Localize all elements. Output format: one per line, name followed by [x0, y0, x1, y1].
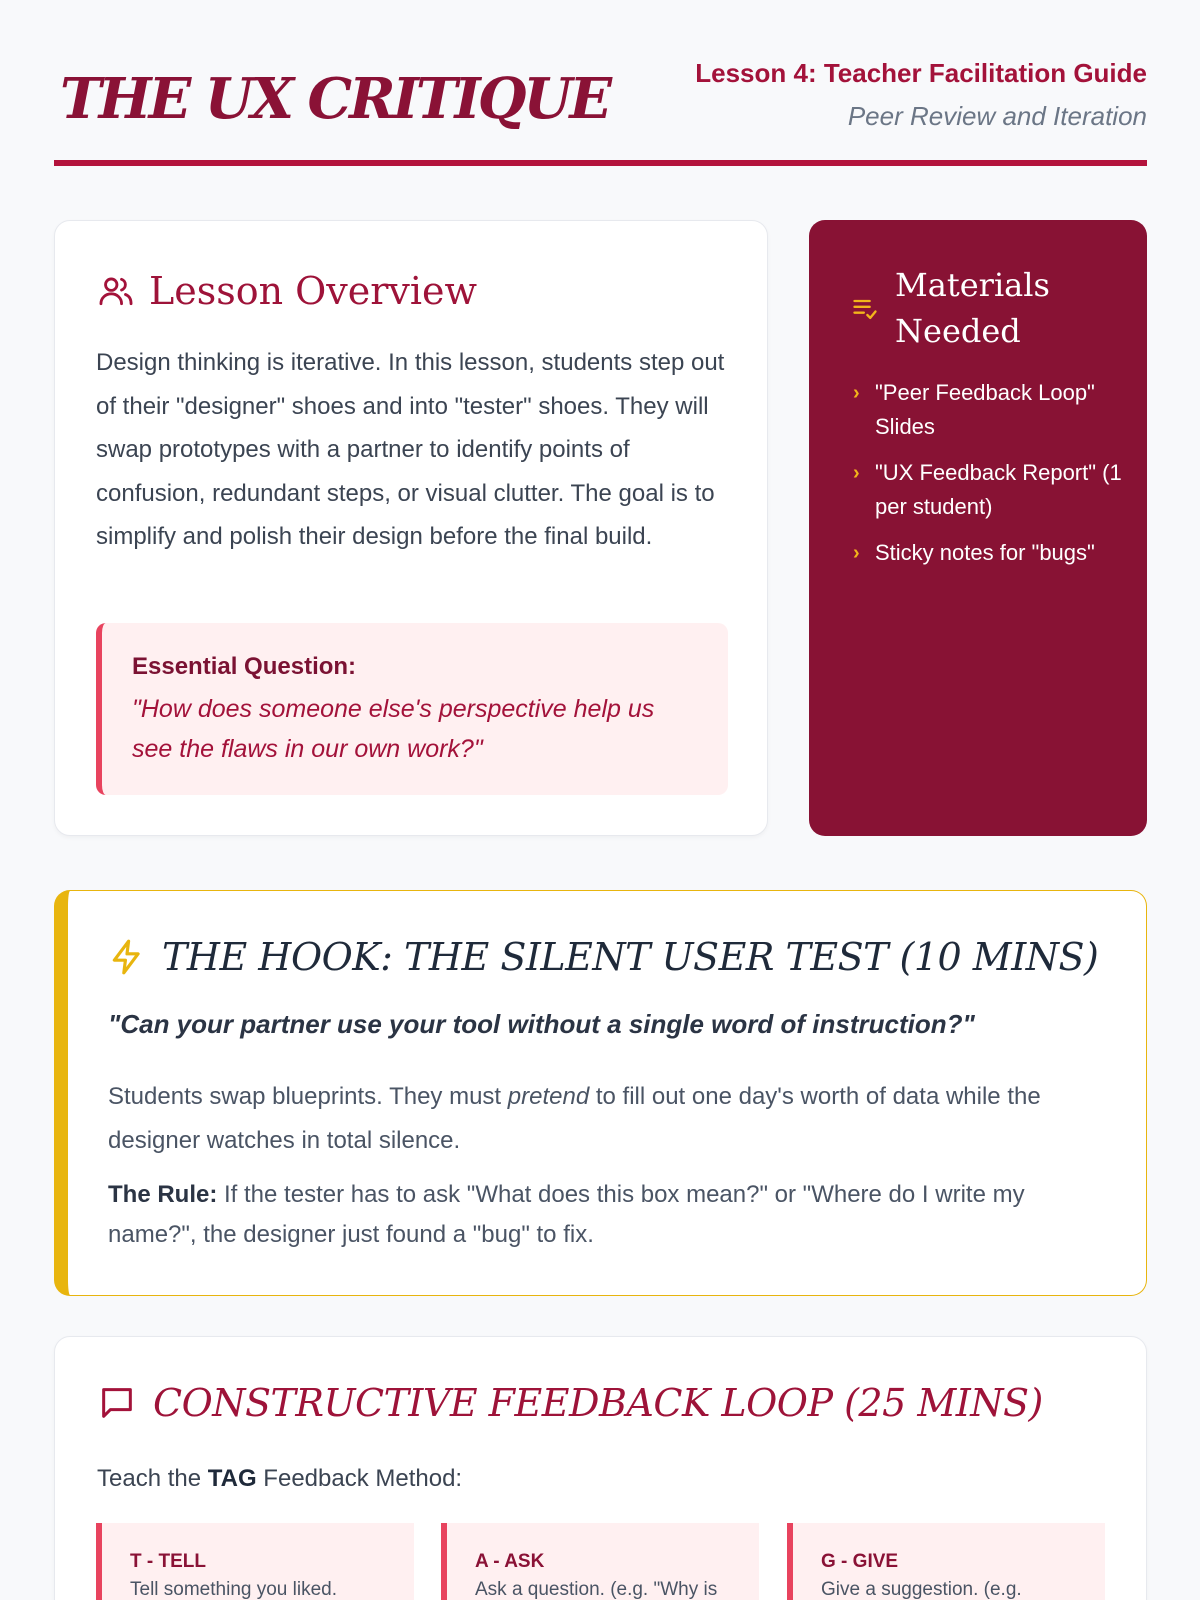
page-header	[54, 56, 1147, 166]
tag-ask-box	[441, 1523, 759, 1600]
hook-emphasis: pretend	[507, 1083, 590, 1110]
tag-description: Tell something you liked.	[130, 1579, 337, 1600]
materials-title: Materials Needed	[895, 266, 1050, 350]
chevron-right-icon: ›	[853, 542, 860, 564]
hook-text: Students swap blueprints. They must	[108, 1083, 508, 1110]
lesson-overview-card	[54, 220, 768, 836]
hook-title: THE HOOK: THE SILENT USER TEST (10 MINS)	[162, 935, 1099, 979]
chevron-right-icon: ›	[853, 382, 860, 404]
hook-heading	[108, 935, 1098, 979]
lightning-icon	[108, 938, 146, 976]
list-item	[853, 456, 1123, 524]
lesson-subtitle: Peer Review and Iteration	[847, 101, 1147, 131]
lesson-title: Lesson 4: Teacher Facilitation Guide	[695, 58, 1147, 88]
intro-text: Teach the	[97, 1465, 208, 1492]
list-check-icon	[851, 294, 879, 322]
header-info	[695, 58, 1147, 132]
essential-question-callout	[96, 623, 728, 795]
material-text: "UX Feedback Report" (1 per student)	[875, 460, 1122, 519]
overview-heading	[97, 269, 477, 313]
chevron-right-icon: ›	[853, 462, 860, 484]
tag-description: Give a suggestion. (e.g.	[821, 1579, 1022, 1600]
list-item	[853, 536, 1123, 570]
brand-title: THE UX CRITIQUE	[60, 66, 610, 132]
feedback-loop-title: CONSTRUCTIVE FEEDBACK LOOP (25 MINS)	[153, 1381, 1043, 1425]
overview-title: Lesson Overview	[149, 269, 478, 313]
tag-label: T - TELL	[130, 1551, 206, 1572]
essential-question-label: Essential Question:	[132, 653, 357, 680]
users-icon	[97, 272, 135, 310]
intro-bold: TAG	[207, 1465, 257, 1492]
tag-give-box	[787, 1523, 1105, 1600]
hook-text: to fill out one day's worth of data while the designer watches in total silence.	[108, 1083, 1041, 1154]
material-text: Sticky notes for "bugs"	[875, 540, 1095, 565]
hook-card	[54, 890, 1147, 1296]
feedback-loop-card	[54, 1336, 1147, 1600]
hook-rule	[108, 1175, 1118, 1255]
hook-quote: "Can your partner use your tool without a single word of instruction?"	[108, 1009, 975, 1039]
hook-description	[108, 1075, 1118, 1163]
tag-description: Ask a question. (e.g. "Why is	[475, 1579, 718, 1600]
tag-tell-box	[96, 1523, 414, 1600]
chat-bubble-icon	[97, 1383, 137, 1423]
list-item	[853, 376, 1123, 444]
tag-label: G - GIVE	[821, 1551, 899, 1572]
materials-heading	[851, 262, 1065, 354]
materials-list	[853, 376, 1123, 582]
feedback-loop-heading	[97, 1381, 1043, 1425]
intro-text: Feedback Method:	[256, 1465, 463, 1492]
tag-label: A - ASK	[475, 1551, 545, 1572]
materials-card	[809, 220, 1147, 836]
feedback-loop-intro	[97, 1465, 462, 1493]
rule-text: If the tester has to ask "What does this box mean?" or "Where do I write my name?", the designer just found a "bug" to fix.	[108, 1181, 1025, 1248]
material-text: "Peer Feedback Loop" Slides	[875, 380, 1095, 439]
rule-label: The Rule:	[108, 1181, 218, 1208]
overview-body: Design thinking is iterative. In this lesson, students step out of their "designer" shoes and into "tester" shoes. They will swap prototypes with a partner to identify points of confusion, redundant steps, or visual clutter. The goal is to simplify and polish their design before the final build.	[96, 349, 725, 550]
essential-question-text: "How does someone else's perspective help us see the flaws in our own work?"	[132, 695, 655, 763]
